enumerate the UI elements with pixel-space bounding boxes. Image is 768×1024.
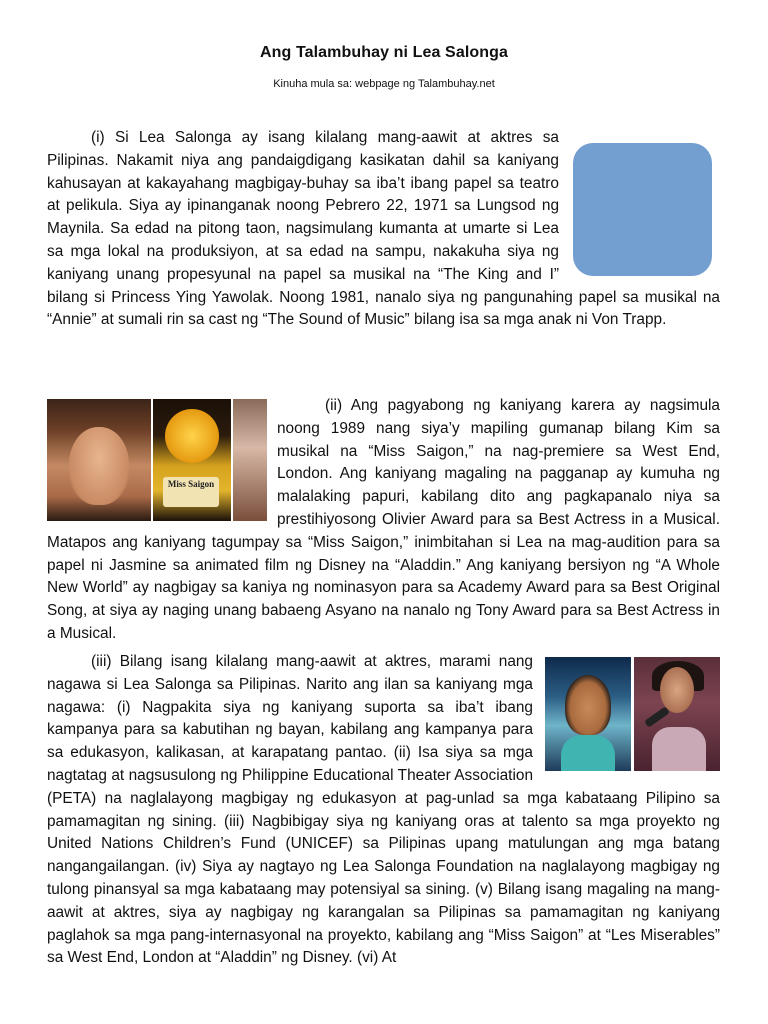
document-title: Ang Talambuhay ni Lea Salonga xyxy=(260,44,508,61)
paragraph-1 xyxy=(47,127,720,332)
paragraph-2-text: (ii) Ang pagyabong ng kaniyang karera ay nagsimula noong 1989 nang siya’y mapiling gumanap bilang Kim sa musikal na “Miss Saigon,” na nag-premiere sa West End, London. Ang kaniyang magaling na pagganap ay kumuha ng malalaking papuri, kabilang dito ang pagkapanalo niya sa prestihiyosong Olivier Award para sa Best Actress in a Musical. Matapos ang kaniyang tagumpay sa “Miss Saigon,” inimbitahan si Lea na mag-audition para sa papel ni Jasmine sa animated film ng Disney na “Aladdin.” Ang kaniyang bersiyon ng “A Whole New World” ay nagbigay sa kaniya ng nominasyon para sa Academy Award para sa Best Original Song, at siya ay naging unang babaeng Asyano na nanalo ng Tony Award para sa Best Actress in a Musical. xyxy=(47,397,720,642)
image-placeholder-box xyxy=(573,143,712,276)
paragraph-3-text: (iii) Bilang isang kilalang mang-aawit at aktres, marami nang nagawa si Lea Salonga sa Pilipinas. Narito ang ilan sa kaniyang mga nagawa: (i) Nagpakita siya ng kaniyang suporta sa iba’t ibang kampanya para sa kabutihan ng bayan, kabilang ang kampanya para sa edukasyon, kalikasan, at karapatang pantao. (ii) Isa siya sa mga nagtatag at nagsusulong ng Philippine Educational Theater Association (PETA) na naglalayong magbigay ng edukasyon at pag-unlad sa mga kabataang Pilipino sa pamamagitan ng sining. (iii) Nagbibigay siya ng kaniyang oras at talento sa mga proyekto ng United Nations Children’s Fund (UNICEF) sa Pilipinas upang matulungan ang mga batang nangangailangan. (iv) Siya ay nagtayo ng Lea Salonga Foundation na naglalayong magbigay ng tulong pinansyal sa mga kabataang may potensiyal sa sining. (v) Bilang isang magaling na mang-aawit at aktres, siya ay nagbigay ng karangalan sa Pilipinas sa pamamagitan ng kaniyang paglahok sa mga pang-internasyonal na proyekto, kabilang ang “Miss Saigon” at “Les Miserables” sa West End, London at “Aladdin” ng Disney. (vi) At xyxy=(47,653,720,967)
jasmine-cartoon-image xyxy=(545,657,631,771)
jasmine-and-lea-photo xyxy=(545,657,720,771)
paragraph-2 xyxy=(47,395,720,646)
portrait-image xyxy=(47,399,151,521)
lea-singing-image xyxy=(634,657,720,771)
miss-saigon-logo: Miss Saigon xyxy=(163,477,219,507)
paragraph-1-text: (i) Si Lea Salonga ay isang kilalang mang-aawit at aktres sa Pilipinas. Nakamit niya ang pandaigdigang kasikatan dahil sa kaniyang kahusayan at kakayahang magbigay-buhay sa iba’t ibang papel sa teatro at pelikula. Siya ay ipinanganak noong Pebrero 22, 1971 sa Lungsod ng Maynila. Sa edad na pitong taon, nagsimulang kumanta at umarte si Lea sa mga lokal na produksiyon, at sa edad na sampu, nakakuha siya ng kaniyang unang propesyunal na papel sa musikal na “The King and I” bilang si Princess Ying Yawolak. Noong 1981, nanalo siya ng pangunahing papel sa musikal na “Annie” at sumali rin sa cast ng “The Sound of Music” bilang isa sa mga anak ni Von Trapp. xyxy=(47,129,720,329)
paragraph-3 xyxy=(47,651,720,970)
lea-salonga-miss-saigon-photo xyxy=(47,399,267,521)
stage-photo-image xyxy=(233,399,267,521)
document-subtitle: Kinuha mula sa: webpage ng Talambuhay.net xyxy=(273,78,495,90)
miss-saigon-poster-image xyxy=(153,399,231,521)
